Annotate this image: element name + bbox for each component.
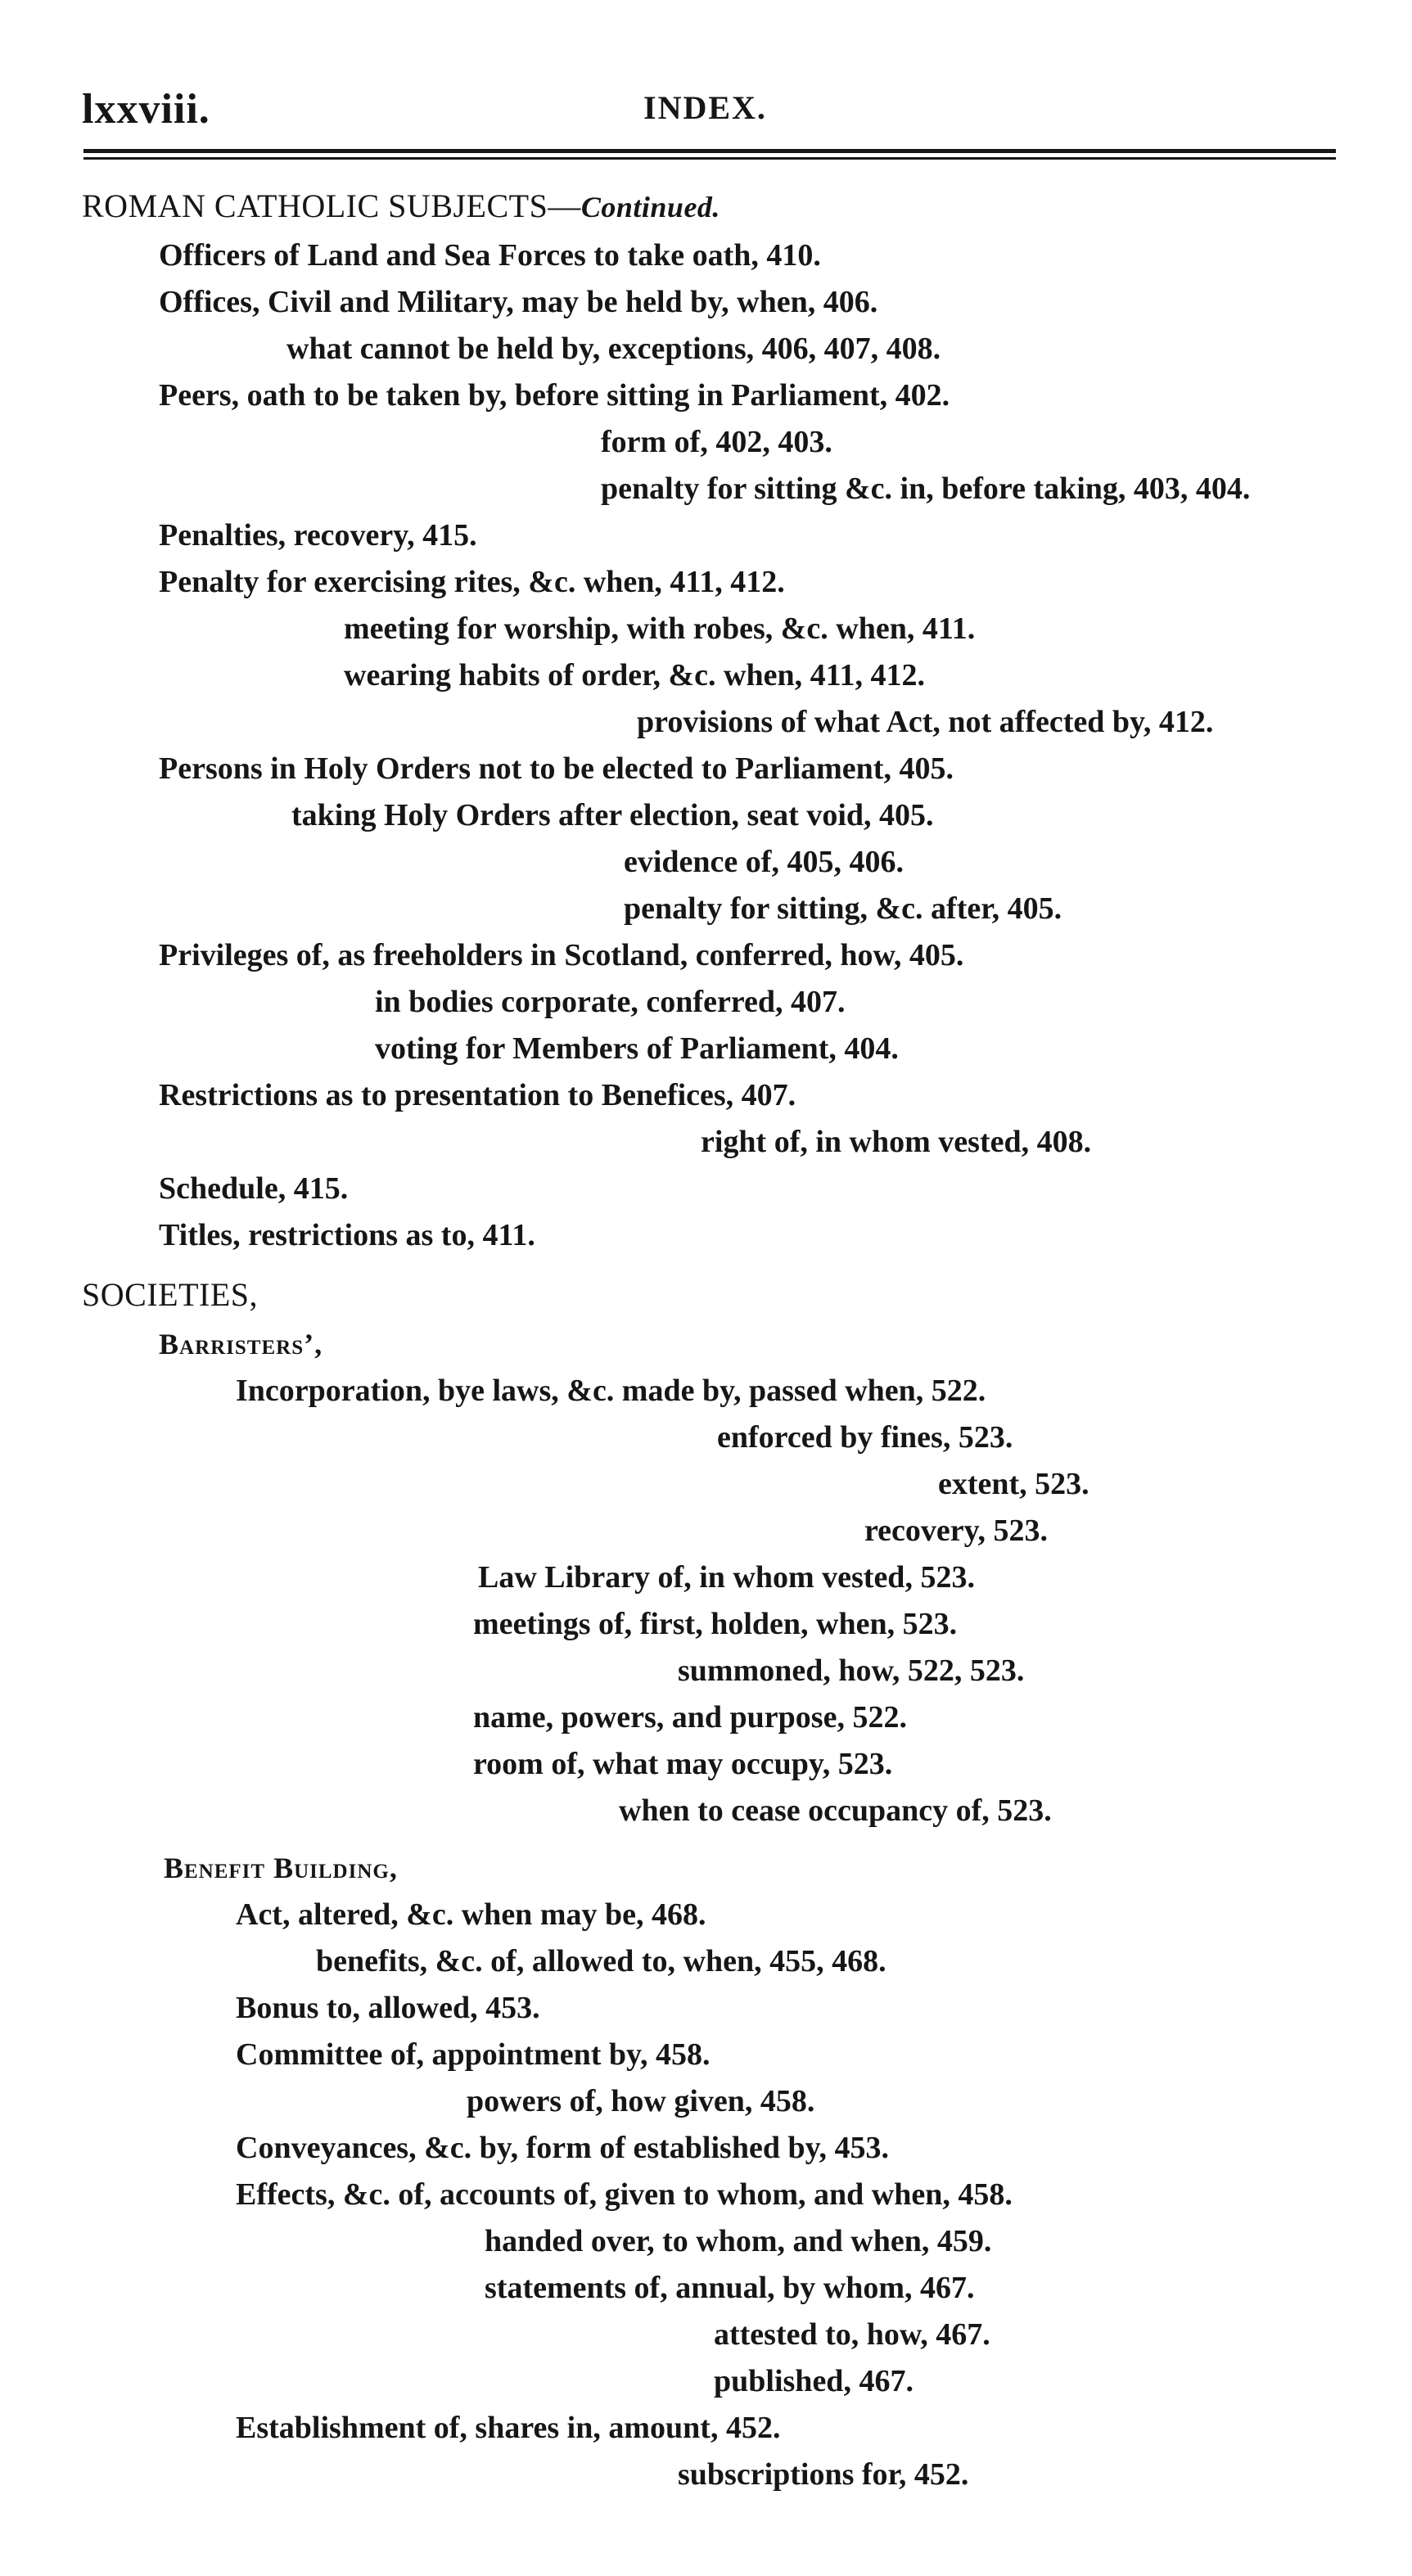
index-subentry: when to cease occupancy of, 523. bbox=[619, 1793, 1052, 1828]
index-subentry: powers of, how given, 458. bbox=[467, 2084, 815, 2118]
index-entry: Titles, restrictions as to, 411. bbox=[159, 1218, 535, 1252]
index-subentry: summoned, how, 522, 523. bbox=[678, 1653, 1025, 1688]
index-entry: Restrictions as to presentation to Benefices, 407. bbox=[159, 1078, 796, 1112]
index-subentry: recovery, 523. bbox=[864, 1514, 1049, 1548]
index-entry: Act, altered, &c. when may be, 468. bbox=[236, 1897, 706, 1932]
index-subentry: penalty for sitting, &c. after, 405. bbox=[624, 891, 1062, 926]
index-entry: Effects, &c. of, accounts of, given to whom, and when, 458. bbox=[236, 2177, 1013, 2212]
index-subentry: published, 467. bbox=[714, 2364, 914, 2398]
section-heading bbox=[82, 188, 720, 225]
index-entry: Schedule, 415. bbox=[159, 1171, 349, 1206]
index-entry: Offices, Civil and Military, may be held by, when, 406. bbox=[159, 285, 878, 319]
subsection-heading: Benefit Building, bbox=[164, 1852, 398, 1884]
index-entry: Penalty for exercising rites, &c. when, 411, 412. bbox=[159, 565, 785, 599]
index-subentry: meeting for worship, with robes, &c. when, 411. bbox=[344, 611, 976, 646]
index-subentry: what cannot be held by, exceptions, 406, 407, 408. bbox=[286, 332, 941, 366]
index-entry: Bonus to, allowed, 453. bbox=[236, 1991, 540, 2025]
section-heading: SOCIETIES, bbox=[82, 1276, 258, 1313]
header-rule bbox=[83, 149, 1336, 153]
index-subentry: form of, 402, 403. bbox=[601, 425, 832, 459]
heading-text: ROMAN CATHOLIC SUBJECTS— bbox=[82, 187, 581, 224]
index-subentry: wearing habits of order, &c. when, 411, 412. bbox=[344, 658, 926, 692]
header-rule bbox=[83, 157, 1336, 160]
index-subentry: subscriptions for, 452. bbox=[678, 2457, 969, 2492]
index-entry: Establishment of, shares in, amount, 452. bbox=[236, 2411, 781, 2445]
index-subentry: voting for Members of Parliament, 404. bbox=[375, 1031, 899, 1066]
running-head: INDEX. bbox=[643, 89, 767, 126]
index-subentry: benefits, &c. of, allowed to, when, 455, 468. bbox=[316, 1944, 886, 1978]
index-subentry: room of, what may occupy, 523. bbox=[473, 1747, 893, 1781]
index-subentry: attested to, how, 467. bbox=[714, 2317, 990, 2352]
index-subentry: statements of, annual, by whom, 467. bbox=[485, 2271, 975, 2305]
index-subentry: evidence of, 405, 406. bbox=[624, 845, 904, 879]
page-number: lxxviii. bbox=[82, 86, 210, 133]
index-entry: Persons in Holy Orders not to be elected to Parliament, 405. bbox=[159, 751, 954, 786]
index-subentry: taking Holy Orders after election, seat void, 405. bbox=[291, 798, 934, 832]
index-subentry: handed over, to whom, and when, 459. bbox=[485, 2224, 992, 2258]
index-subentry: right of, in whom vested, 408. bbox=[701, 1125, 1092, 1159]
index-subentry: enforced by fines, 523. bbox=[717, 1420, 1013, 1455]
index-entry: Penalties, recovery, 415. bbox=[159, 518, 477, 553]
index-subentry: Law Library of, in whom vested, 523. bbox=[478, 1560, 975, 1595]
index-subentry: extent, 523. bbox=[938, 1467, 1089, 1501]
index-entry: Conveyances, &c. by, form of established by, 453. bbox=[236, 2131, 889, 2165]
index-subentry: in bodies corporate, conferred, 407. bbox=[375, 985, 846, 1019]
index-subentry: meetings of, first, holden, when, 523. bbox=[473, 1607, 958, 1641]
index-entry: Committee of, appointment by, 458. bbox=[236, 2037, 711, 2072]
index-subentry: provisions of what Act, not affected by, 412. bbox=[637, 705, 1214, 739]
index-subentry: name, powers, and purpose, 522. bbox=[473, 1700, 907, 1735]
index-entry: Privileges of, as freeholders in Scotland, conferred, how, 405. bbox=[159, 938, 964, 972]
subsection-heading: Barristers’, bbox=[159, 1328, 323, 1360]
index-subentry: penalty for sitting &c. in, before taking, 403, 404. bbox=[601, 471, 1251, 506]
index-entry: Officers of Land and Sea Forces to take oath, 410. bbox=[159, 238, 821, 273]
index-entry: Incorporation, bye laws, &c. made by, passed when, 522. bbox=[236, 1374, 986, 1408]
index-entry: Peers, oath to be taken by, before sitting in Parliament, 402. bbox=[159, 378, 950, 413]
continued-label: Continued. bbox=[580, 191, 720, 223]
